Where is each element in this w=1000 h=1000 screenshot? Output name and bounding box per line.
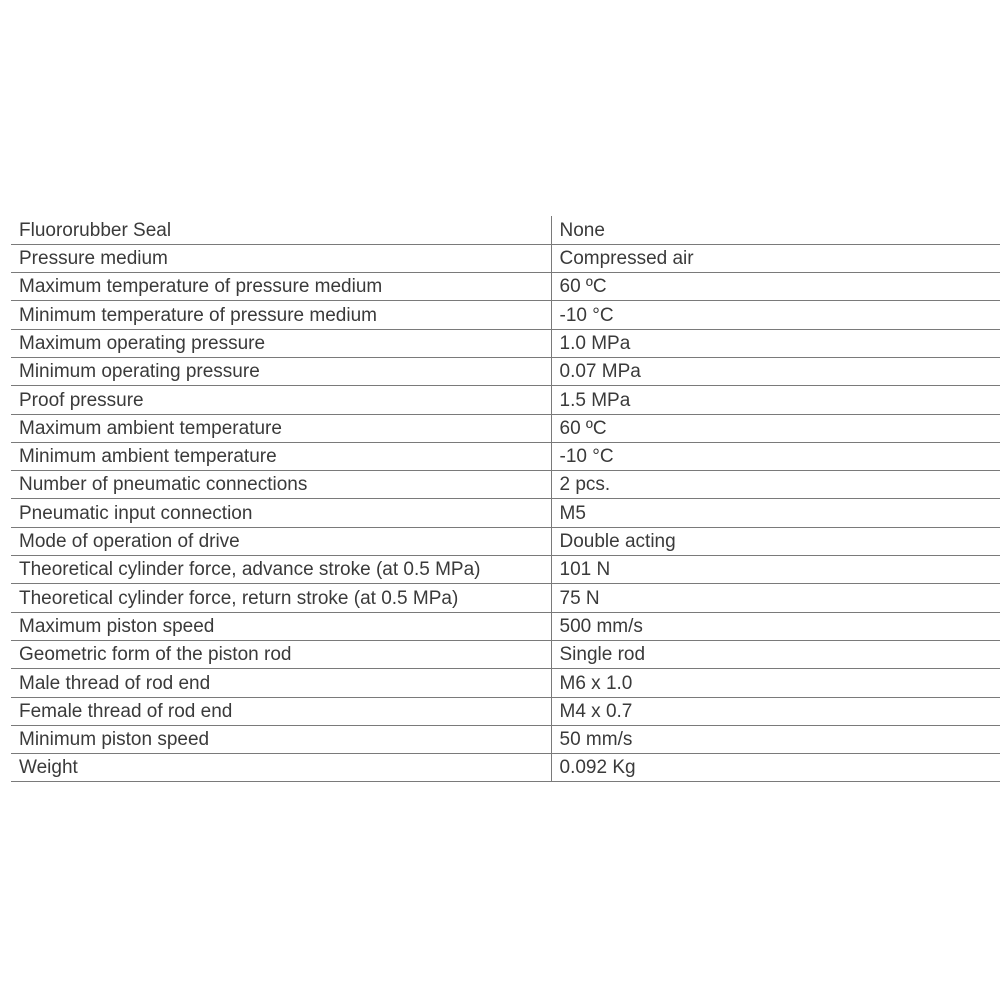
spec-label: Theoretical cylinder force, advance stroke (at 0.5 MPa) [11, 556, 551, 584]
spec-label: Male thread of rod end [11, 669, 551, 697]
spec-label: Number of pneumatic connections [11, 471, 551, 499]
table-row [11, 442, 1000, 470]
spec-label: Mode of operation of drive [11, 527, 551, 555]
table-row [11, 640, 1000, 668]
spec-value: 60 ºC [551, 414, 1000, 442]
spec-label: Minimum operating pressure [11, 357, 551, 385]
table-row [11, 697, 1000, 725]
spec-label: Pneumatic input connection [11, 499, 551, 527]
table-row [11, 357, 1000, 385]
table-row [11, 584, 1000, 612]
spec-label: Geometric form of the piston rod [11, 640, 551, 668]
table-row [11, 471, 1000, 499]
table-row [11, 499, 1000, 527]
spec-value: 2 pcs. [551, 471, 1000, 499]
table-row [11, 612, 1000, 640]
spec-value: 1.5 MPa [551, 386, 1000, 414]
spec-table-body [11, 216, 1000, 782]
table-row [11, 725, 1000, 753]
spec-label: Pressure medium [11, 244, 551, 272]
spec-value: None [551, 216, 1000, 244]
spec-label: Minimum temperature of pressure medium [11, 301, 551, 329]
table-row [11, 273, 1000, 301]
spec-value: -10 °C [551, 442, 1000, 470]
spec-value: M5 [551, 499, 1000, 527]
spec-label: Female thread of rod end [11, 697, 551, 725]
table-row [11, 556, 1000, 584]
spec-label: Maximum operating pressure [11, 329, 551, 357]
spec-label: Maximum temperature of pressure medium [11, 273, 551, 301]
spec-label: Weight [11, 754, 551, 782]
spec-value: -10 °C [551, 301, 1000, 329]
table-row [11, 216, 1000, 244]
spec-label: Maximum ambient temperature [11, 414, 551, 442]
spec-label: Minimum piston speed [11, 725, 551, 753]
spec-value: M6 x 1.0 [551, 669, 1000, 697]
spec-value: Double acting [551, 527, 1000, 555]
table-row [11, 386, 1000, 414]
table-row [11, 669, 1000, 697]
table-row [11, 329, 1000, 357]
spec-value: 75 N [551, 584, 1000, 612]
table-row [11, 754, 1000, 782]
spec-label: Fluororubber Seal [11, 216, 551, 244]
table-row [11, 527, 1000, 555]
spec-value: 0.07 MPa [551, 357, 1000, 385]
spec-value: 50 mm/s [551, 725, 1000, 753]
spec-label: Minimum ambient temperature [11, 442, 551, 470]
spec-table [11, 216, 1000, 782]
spec-label: Proof pressure [11, 386, 551, 414]
spec-label: Maximum piston speed [11, 612, 551, 640]
table-row [11, 244, 1000, 272]
spec-value: 0.092 Kg [551, 754, 1000, 782]
table-row [11, 414, 1000, 442]
spec-label: Theoretical cylinder force, return stroke (at 0.5 MPa) [11, 584, 551, 612]
spec-value: 101 N [551, 556, 1000, 584]
spec-value: 1.0 MPa [551, 329, 1000, 357]
table-row [11, 301, 1000, 329]
spec-value: Single rod [551, 640, 1000, 668]
spec-value: 500 mm/s [551, 612, 1000, 640]
spec-value: Compressed air [551, 244, 1000, 272]
spec-value: M4 x 0.7 [551, 697, 1000, 725]
spec-value: 60 ºC [551, 273, 1000, 301]
